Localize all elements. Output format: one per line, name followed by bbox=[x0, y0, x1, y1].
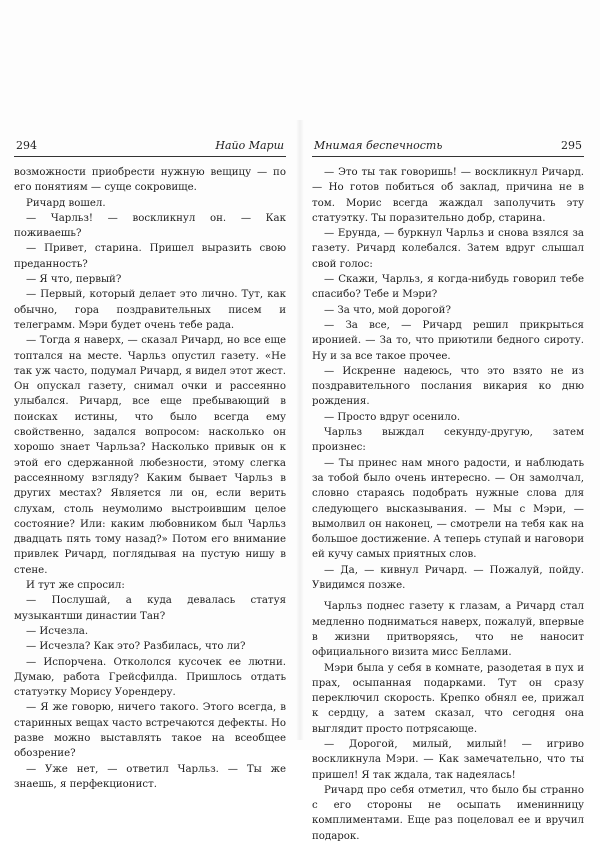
right-page bbox=[312, 138, 584, 844]
paragraph: — Тогда я наверх, — сказал Ричард, но все еще топтался на месте. Чарльз опустил газету. «Не так уж часто, подумал Ричард, я видел этот жест. Он опускал газету, снимал очки и рассеянно улыбался. Ричард, все еще пребывающий в поисках истины, что было всегда ему свойственно, задался вопросом: насколько он хорошо знает Чарльза? Насколько привык он к этой его сдержанной любезности, этому слегка рассеянному взгляду? Каким бывает Чарльз в других местах? Является ли он, если верить слухам, столь неумолимо выстроившим целое состояние? Или: каким любовником был Чарльз двадцать пять тому назад?» Потом его внимание привлек Ричард, поглядывая на пустую нишу в стене. bbox=[14, 335, 286, 576]
paragraph: — Уже нет, — ответил Чарльз. — Ты же знаешь, я перфекционист. bbox=[14, 763, 286, 790]
paragraph: — Исчезла. bbox=[26, 625, 89, 637]
paragraph: Ричард вошел. bbox=[26, 197, 106, 209]
paragraph: — Дорогой, милый, милый! — игриво воскликнула Мэри. — Как замечательно, что ты пришел! Я так ждала, так надеялась! bbox=[312, 738, 584, 781]
left-running-title: Найо Марш bbox=[215, 139, 284, 152]
right-running-title: Мнимая беспечность bbox=[314, 139, 443, 152]
paragraph: — Я же говорю, ничего такого. Этого всегда, в старинных вещах часто встречаются дефекты. Но разве можно выставлять такое на всеобщее обозрение? bbox=[14, 702, 286, 760]
left-page-header bbox=[14, 138, 286, 157]
paragraph: — Искренне надеюсь, что это взято не из поздравительного послания викария ко дню рождения. bbox=[312, 365, 584, 408]
right-page-body bbox=[312, 165, 584, 844]
paragraph: — Послушай, а куда девалась статуя музыкантши династии Тан? bbox=[14, 595, 286, 622]
paragraph: — Да, — кивнул Ричард. — Пожалуй, пойду. Увидимся позже. bbox=[312, 564, 584, 592]
paragraph: — Испорчена. Откололся кусочек ее лютни. Думаю, работа Грейсфилда. Пришлось отдать статуэтку Морису Уорендеру. bbox=[14, 656, 286, 699]
right-page-number: 295 bbox=[561, 139, 582, 152]
paragraph: — Ерунда, — буркнул Чарльз и снова взялся за газету. Ричард колебался. Затем вдруг слышал свой голос: bbox=[312, 228, 584, 270]
paragraph: — Это ты так говоришь! — воскликнул Ричард. — Но готов побиться об заклад, причина не в том. Морис всегда жаждал заполучить эту статуэтку. Ты поразительно добр, старина. bbox=[312, 167, 584, 224]
paragraph: — Первый, который делает это лично. Тут, как обычно, гора поздравительных писем и телеграмм. Мэри будет очень тебе рада. bbox=[14, 289, 286, 331]
paragraph: — Исчезла? Как это? Разбилась, что ли? bbox=[26, 641, 246, 653]
paragraph: — Чарльз! — воскликнул он. — Как поживаешь? bbox=[14, 212, 286, 240]
left-page-number: 294 bbox=[16, 139, 37, 152]
paragraph: Ричард про себя отметил, что было бы странно с его стороны не осыпать именинницу комплиментами. Еще раз поцеловал ее и вручил подарок. bbox=[312, 784, 584, 842]
paragraph: — За что, мой дорогой? bbox=[324, 304, 451, 316]
paragraph: И тут же спросил: bbox=[26, 580, 125, 592]
paragraph: — Я что, первый? bbox=[26, 274, 122, 286]
book-gutter bbox=[296, 120, 304, 740]
paragraph: — За все, — Ричард решил прикрыться иронией. — За то, что приютили бедного сироту. Ну и за все такое прочее. bbox=[312, 319, 584, 362]
paragraph: — Скажи, Чарльз, я когда-нибудь говорил тебе спасибо? Тебе и Мэри? bbox=[312, 274, 584, 301]
paragraph: — Привет, старина. Пришел выразить свою преданность? bbox=[14, 243, 286, 270]
paragraph: — Просто вдруг осенило. bbox=[324, 411, 461, 423]
paragraph: — Ты принес нам много радости, и наблюдать за тобой было очень интересно. — Он замолчал, словно стараясь подобрать нужные слова для следующего высказывания. — Мы с Мэри, — вымолвил он наконец, — смотрели на тебя как на большое достижение. А теперь ступай и наговори ей кучу самых приятных слов. bbox=[312, 457, 584, 561]
right-page-header bbox=[312, 138, 584, 157]
paragraph: Чарльз поднес газету к глазам, а Ричард стал медленно подниматься наверх, пожалуй, впервые в жизни притворяясь, что не наносит официального визита мисс Беллами. bbox=[312, 601, 584, 659]
left-page bbox=[14, 138, 286, 792]
paragraph: возможности приобрести нужную вещицу — по его понятиям — суще сокровище. bbox=[14, 167, 286, 194]
paragraph: Мэри была у себя в комнате, разодетая в пух и прах, осыпанная подарками. Тут он сразу переключил скорость. Крепко обнял ее, прижал к сердцу, а затем сказал, что сегодня она выглядит просто потрясающе. bbox=[312, 662, 584, 735]
paragraph: Чарльз выждал секунду-другую, затем произнес: bbox=[312, 427, 584, 454]
left-page-body bbox=[14, 165, 286, 792]
